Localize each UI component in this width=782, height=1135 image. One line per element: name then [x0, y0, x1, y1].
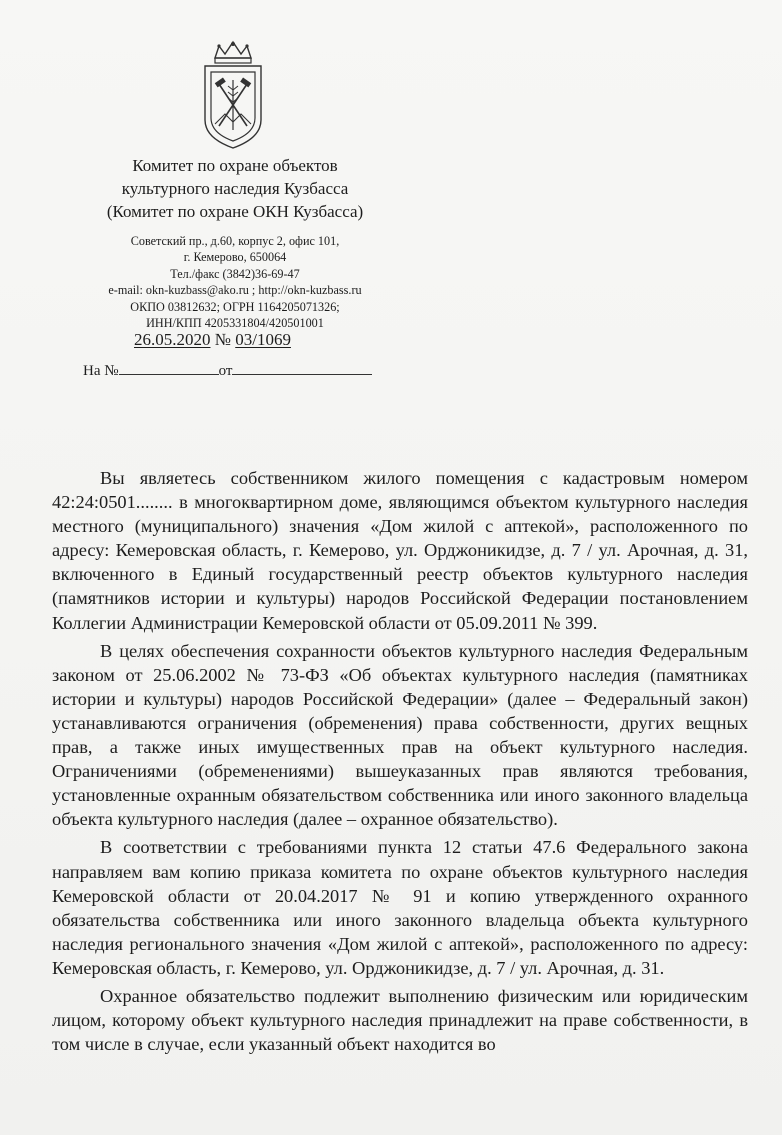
contact-details	[60, 233, 410, 331]
coat-of-arms-icon	[189, 40, 277, 152]
incoming-reference	[83, 360, 372, 380]
org-short-name: (Комитет по охране ОКН Кузбасса)	[106, 202, 364, 221]
address-line2: г. Кемерово, 650064	[183, 250, 287, 265]
registration-date: 26.05.2020	[134, 330, 211, 349]
letter-body	[52, 466, 748, 1056]
org-name-line1: Комитет по охране объектов	[132, 156, 338, 175]
okpo-ogrn: ОКПО 03812632; ОГРН 1164205071326;	[130, 299, 340, 314]
paragraph: В целях обеспечения сохранности объектов культурного наследия Федеральным законом от 25.06.2002 № 73-ФЗ «Об объектах культурного наследия (памятниках истории и культуры) народов Российской Федерации» (далее – Федеральный закон) устанавливаются ограничения (обременения) права собственности, других вещных прав, а также иных имущественных прав на объект культурного наследия. Ограничениями (обременениями) вышеуказанных прав являются требования, установленные охранным обязательством собственника или иного законного владельца объекта культурного наследия (далее – охранное обязательство).	[52, 640, 748, 830]
phone-fax: Тел./факс (3842)36-69-47	[170, 266, 300, 281]
registration-id: 03/1069	[235, 330, 291, 349]
paragraph: Вы являетесь собственником жилого помещения с кадастровым номером 42:24:0501........ в многоквартирном доме, являющимся объектом культурного наследия местного (муниципального) значения «Дом жилой с аптекой», расположенного по адресу: Кемеровская область, г. Кемерово, ул. Орджоникидзе, д. 7 / ул. Арочная, д. 31, включенного в Единый государственный реестр объектов культурного наследия (памятников истории и культуры) народов Российской Федерации постановлением Коллегии Администрации Кемеровской области от 05.09.2011 № 399.	[52, 468, 748, 633]
number-sign: №	[214, 330, 231, 349]
paragraph: Охранное обязательство подлежит выполнению физическим или юридическим лицом, которому объект культурного наследия принадлежит на праве собственности, в том числе в случае, если указанный объект находится во	[52, 985, 748, 1055]
reference-no-label: На №	[83, 363, 119, 379]
organization-name	[60, 154, 410, 223]
inn-kpp: ИНН/КПП 4205331804/420501001	[146, 316, 324, 331]
email-website: e-mail: okn-kuzbass@ako.ru ; http://okn-kuzbass.ru	[108, 283, 362, 298]
reference-from-label: от	[218, 363, 233, 379]
address-line1: Советский пр., д.60, корпус 2, офис 101,	[130, 234, 340, 248]
paragraph: В соответствии с требованиями пункта 12 статьи 47.6 Федерального закона направляем вам копию приказа комитета по охране объектов культурного наследия Кемеровской области от 20.04.2017 № 91 и копию утвержденного охранного обязательства собственника или иного законного владельца объекта культурного наследия регионального значения «Дом жилой с аптекой», расположенного по адресу: Кемеровская область, г. Кемерово, ул. Орджоникидзе, д. 7 / ул. Арочная, д. 31.	[52, 837, 748, 978]
registration-number	[134, 330, 291, 350]
reference-date-blank	[232, 360, 372, 375]
org-name-line2: культурного наследия Кузбасса	[121, 179, 349, 198]
reference-number-blank	[119, 360, 219, 375]
